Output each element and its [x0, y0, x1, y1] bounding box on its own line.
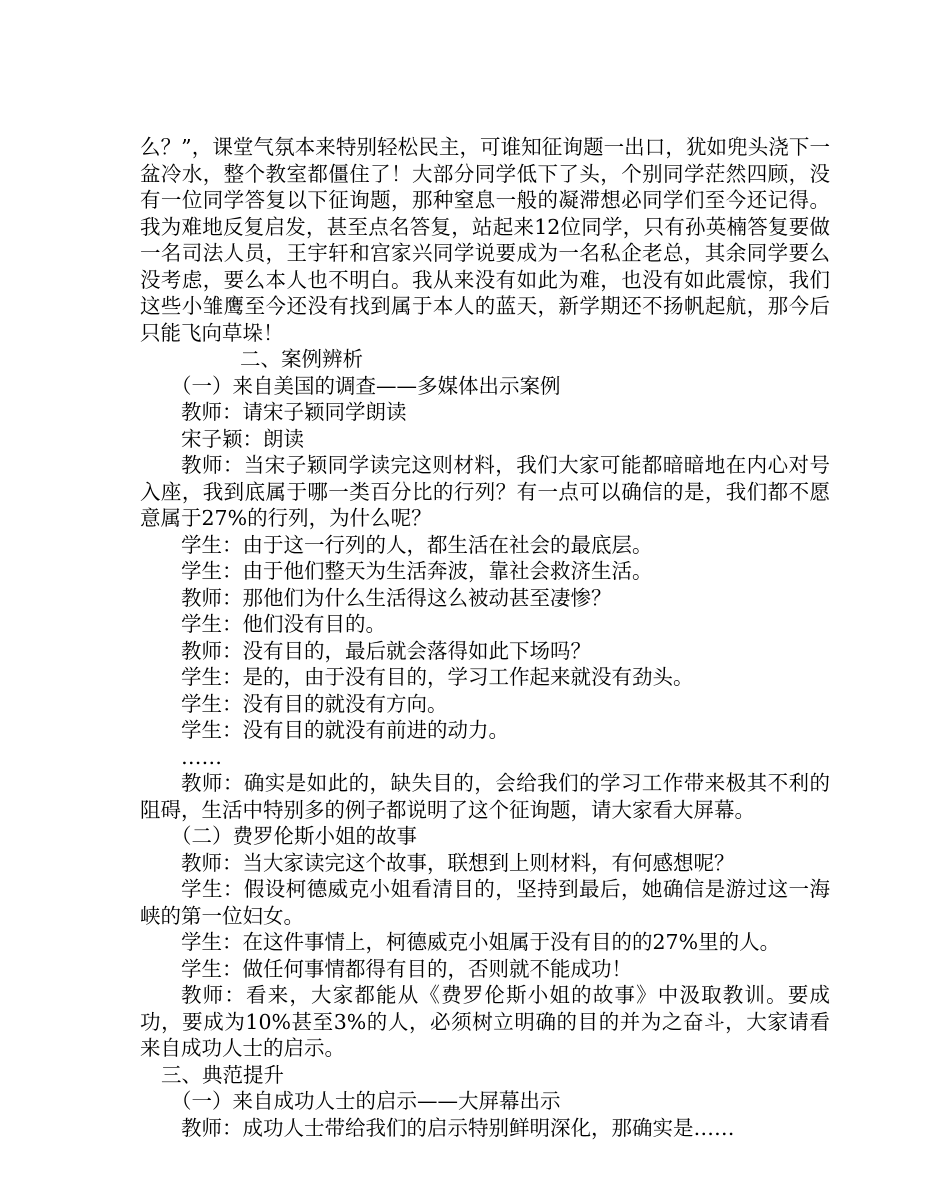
dialogue-line: 学生：没有目的就没有方向。 — [181, 691, 448, 716]
section-heading-2: 二、案例辨析 — [240, 347, 363, 371]
dialogue-line: 教师：当大家读完这个故事，联想到上则材料，有何感想呢？ — [181, 850, 735, 875]
section-heading-3: 三、典范提升 — [161, 1062, 284, 1087]
dialogue-line: 教师：看来，大家都能从《费罗伦斯小姐的故事》中汲取教训。要成功，要成为10%甚至3%的人，必须树立明确的目的并为之奋斗，大家请看来自成功人士的启示。 — [140, 983, 830, 1060]
dialogue-line: 教师：那他们为什么生活得这么被动甚至凄惨？ — [181, 585, 612, 610]
subsection-heading-2-1: （一）来自美国的调查——多媒体出示案例 — [171, 373, 561, 398]
dialogue-line: 学生：假设柯德威克小姐看清目的，坚持到最后，她确信是游过这一海峡的第一位妇女。 — [140, 877, 830, 928]
dialogue-line: 教师：确实是如此的，缺失目的，会给我们的学习工作带来极其不利的阻碍，生活中特别多的例子都说明了这个征询题，请大家看大屏幕。 — [140, 771, 830, 822]
subsection-heading-2-2: （二）费罗伦斯小姐的故事 — [171, 824, 417, 848]
document-body — [140, 134, 830, 1141]
subsection-heading-3-1: （一）来自成功人士的启示——大屏幕出示 — [171, 1089, 561, 1113]
dialogue-line: 学生：没有目的就没有前进的动力。 — [181, 718, 509, 742]
ellipsis-line: …… — [181, 744, 222, 769]
paragraph-intro: 么？”，课堂气氛本来特别轻松民主，可谁知征询题一出口，犹如兜头浇下一盆冷水，整个教室都僵住了！大部分同学低下了头，个别同学茫然四顾，没有一位同学答复以下征询题，那种窒息一般的凝滞想必同学们至今还记得。我为难地反复启发，甚至点名答复，站起来12位同学，只有孙英楠答复要做一名司法人员，王宇轩和宫家兴同学说要成为一名私企老总，其余同学要么没考虑，要么本人也不明白。我从来没有如此为难，也没有如此震惊，我们这些小雏鹰至今还没有找到属于本人的蓝天，新学期还不扬帆起航，那今后只能飞向草垛！ — [140, 135, 830, 345]
dialogue-line: 学生：在这件事情上，柯德威克小姐属于没有目的的27%里的人。 — [181, 930, 781, 954]
dialogue-line: 教师：请宋子颖同学朗读 — [181, 400, 407, 424]
dialogue-line: 教师：没有目的，最后就会落得如此下场吗？ — [181, 638, 591, 663]
dialogue-line: 宋子颖：朗读 — [181, 426, 304, 451]
dialogue-line: 学生：他们没有目的。 — [181, 612, 386, 636]
dialogue-line: 学生：做任何事情都得有目的，否则就不能成功！ — [181, 956, 632, 981]
dialogue-line: 教师：当宋子颖同学读完这则材料，我们大家可能都暗暗地在内心对号入座，我到底属于哪一类百分比的行列？有一点可以确信的是，我们都不愿意属于27%的行列，为什么呢？ — [140, 453, 830, 530]
dialogue-line: 学生：是的，由于没有目的，学习工作起来就没有劲头。 — [181, 665, 694, 689]
dialogue-line: 学生：由于这一行列的人，都生活在社会的最底层。 — [181, 532, 653, 557]
dialogue-line: 学生：由于他们整天为生活奔波，靠社会救济生活。 — [181, 559, 653, 583]
dialogue-line: 教师：成功人士带给我们的启示特别鲜明深化，那确实是…… — [181, 1115, 735, 1140]
